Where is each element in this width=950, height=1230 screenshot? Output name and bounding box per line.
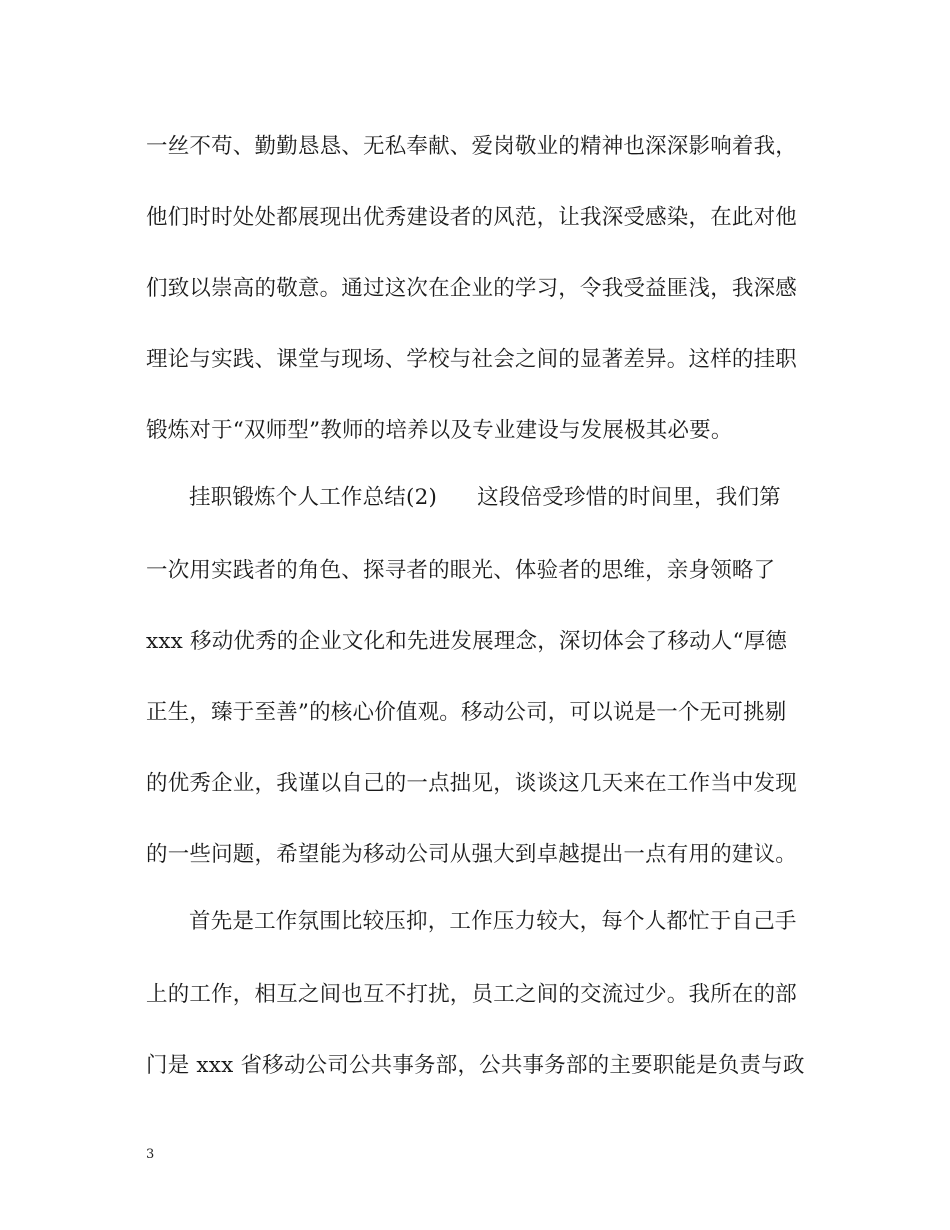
text-line-12: 首先是工作氛围比较压抑，工作压力较大，每个人都忙于自己手	[189, 909, 797, 934]
text-line-9: 正生，臻于至善”的核心价值观。移动公司，可以说是一个无可挑剔	[146, 700, 787, 725]
page-number: 3	[146, 1147, 155, 1162]
text-line-3: 们致以崇高的敬意。通过这次在企业的学习，令我受益匪浅，我深感	[146, 276, 798, 301]
text-line-5: 锻炼对于“双师型”教师的培养以及专业建设与发展极其必要。	[146, 418, 733, 443]
text-line-1: 一丝不苟、勤勤恳恳、无私奉献、爱岗敬业的精神也深深影响着我，	[146, 134, 798, 159]
text-line-11: 的一些问题，希望能为移动公司从强大到卓越提出一点有用的建议。	[146, 842, 798, 867]
section-heading: 挂职锻炼个人工作总结(2)	[189, 485, 438, 510]
section-heading-line	[189, 483, 849, 513]
text-line-10: 的优秀企业，我谨以自己的一点拙见，谈谈这几天来在工作当中发现	[146, 771, 798, 796]
text-line-4: 理论与实践、课堂与现场、学校与社会之间的显著差异。这样的挂职	[146, 347, 798, 372]
text-line-2: 他们时时处处都展现出优秀建设者的风范，让我深受感染，在此对他	[146, 205, 798, 230]
section-first-line: 这段倍受珍惜的时间里，我们第	[477, 485, 781, 510]
text-line-8: xxx 移动优秀的企业文化和先进发展理念，深切体会了移动人“厚德	[146, 629, 788, 654]
text-line-14: 门是 xxx 省移动公司公共事务部，公共事务部的主要职能是负责与政	[146, 1053, 805, 1078]
text-line-7: 一次用实践者的角色、探寻者的眼光、体验者的思维，亲身领略了	[146, 558, 776, 583]
text-line-13: 上的工作，相互之间也互不打扰，员工之间的交流过少。我所在的部	[146, 982, 798, 1007]
